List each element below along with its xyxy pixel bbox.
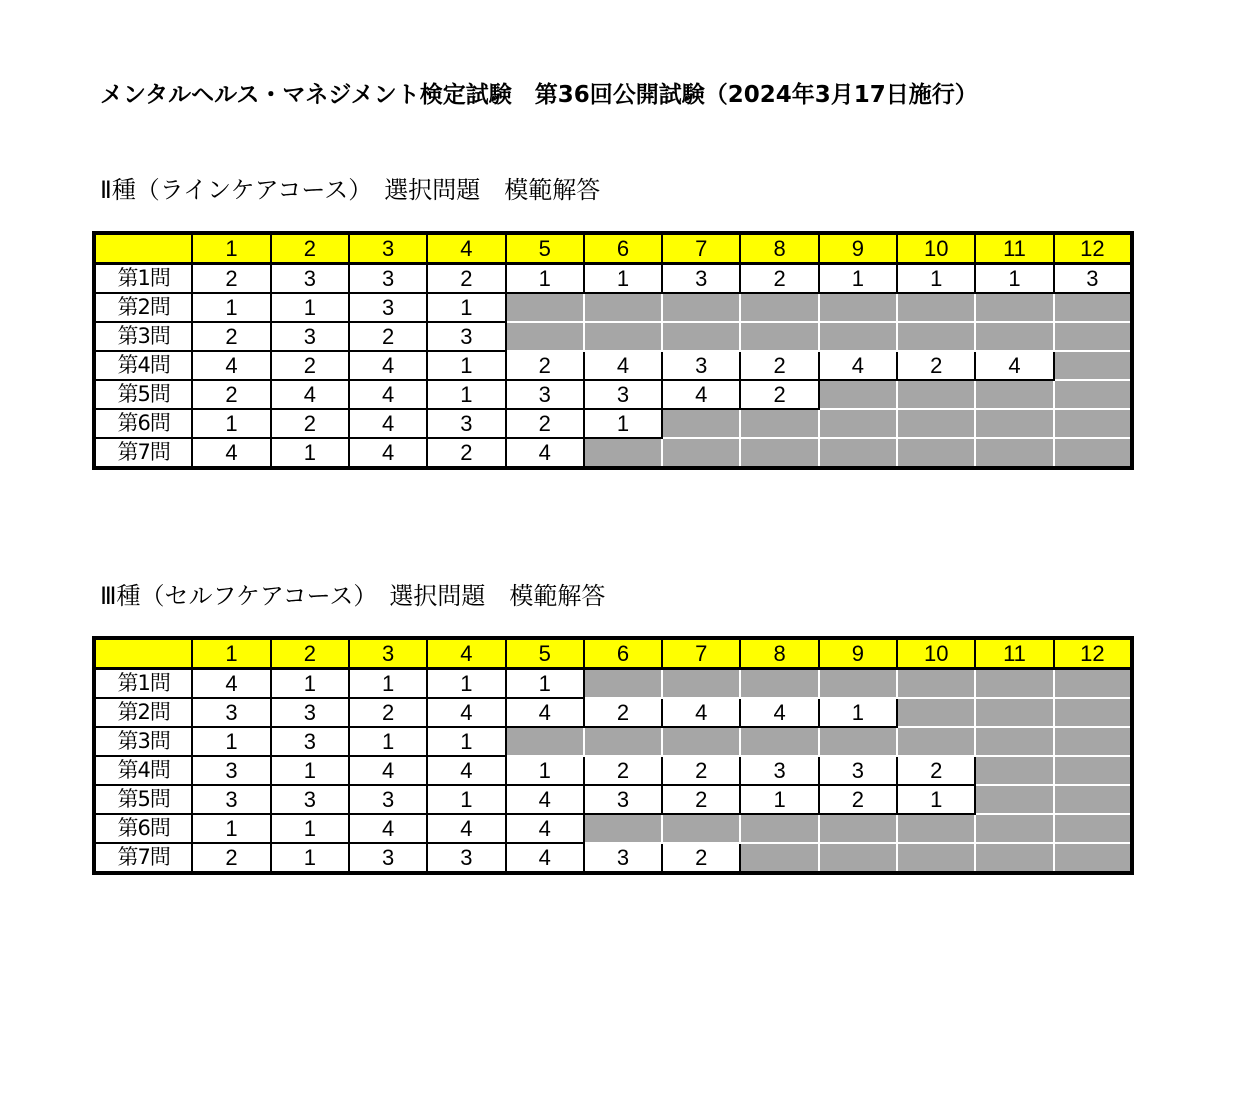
- blank-cell: [1054, 669, 1132, 699]
- table-row: [94, 438, 1132, 468]
- answer-cell: 4: [662, 380, 740, 409]
- answer-cell: 2: [192, 264, 270, 294]
- blank-cell: [897, 293, 975, 322]
- column-header-1: 1: [192, 233, 270, 264]
- answer-cell: 1: [271, 438, 349, 468]
- answer-cell: 2: [584, 698, 662, 727]
- answer-cell: 3: [506, 380, 584, 409]
- blank-cell: [819, 843, 897, 873]
- answer-cell: 1: [819, 264, 897, 294]
- blank-cell: [740, 814, 818, 843]
- blank-cell: [975, 322, 1053, 351]
- blank-cell: [662, 409, 740, 438]
- blank-cell: [975, 380, 1053, 409]
- answer-cell: 4: [349, 351, 427, 380]
- blank-cell: [819, 438, 897, 468]
- column-header-7: 7: [662, 233, 740, 264]
- answer-cell: 3: [349, 843, 427, 873]
- answer-cell: 4: [427, 698, 505, 727]
- table-row: [94, 727, 1132, 756]
- column-header-11: 11: [975, 233, 1053, 264]
- answer-cell: 4: [349, 380, 427, 409]
- answer-cell: 3: [192, 698, 270, 727]
- answer-cell: 2: [740, 264, 818, 294]
- answer-cell: 1: [897, 264, 975, 294]
- answer-cell: 2: [192, 380, 270, 409]
- blank-cell: [1054, 785, 1132, 814]
- blank-cell: [1054, 293, 1132, 322]
- answer-cell: 2: [897, 351, 975, 380]
- answer-cell: 4: [192, 669, 270, 699]
- answer-cell: 2: [662, 756, 740, 785]
- blank-cell: [584, 727, 662, 756]
- answer-cell: 3: [427, 322, 505, 351]
- document-title: メンタルヘルス・マネジメント検定試験 第36回公開試験（2024年3月17日施行）: [100, 82, 978, 108]
- answer-cell: 3: [740, 756, 818, 785]
- answer-cell: 4: [975, 351, 1053, 380]
- blank-cell: [975, 756, 1053, 785]
- answer-cell: 4: [506, 438, 584, 468]
- answer-cell: 1: [740, 785, 818, 814]
- answer-cell: 2: [192, 322, 270, 351]
- column-header-7: 7: [662, 638, 740, 669]
- table-row: [94, 322, 1132, 351]
- blank-cell: [819, 409, 897, 438]
- answer-cell: 3: [584, 380, 662, 409]
- table-row: [94, 698, 1132, 727]
- column-header-10: 10: [897, 233, 975, 264]
- blank-cell: [975, 438, 1053, 468]
- answer-cell: 4: [506, 785, 584, 814]
- blank-cell: [662, 438, 740, 468]
- answer-cell: 1: [427, 293, 505, 322]
- answer-cell: 3: [427, 409, 505, 438]
- answer-cell: 4: [192, 351, 270, 380]
- question-label: 第4問: [94, 756, 192, 785]
- blank-cell: [897, 409, 975, 438]
- blank-cell: [1054, 409, 1132, 438]
- blank-cell: [1054, 756, 1132, 785]
- answer-cell: 3: [427, 843, 505, 873]
- column-header-6: 6: [584, 638, 662, 669]
- table-row: [94, 293, 1132, 322]
- column-header-3: 3: [349, 638, 427, 669]
- answer-cell: 1: [427, 669, 505, 699]
- answer-cell: 3: [662, 351, 740, 380]
- blank-cell: [819, 380, 897, 409]
- blank-cell: [662, 814, 740, 843]
- answer-cell: 4: [506, 814, 584, 843]
- column-header-5: 5: [506, 233, 584, 264]
- table-row: [94, 380, 1132, 409]
- blank-cell: [740, 438, 818, 468]
- answer-cell: 2: [192, 843, 270, 873]
- column-header-1: 1: [192, 638, 270, 669]
- answer-cell: 1: [506, 669, 584, 699]
- blank-cell: [897, 727, 975, 756]
- blank-cell: [506, 293, 584, 322]
- answer-cell: 2: [506, 409, 584, 438]
- blank-cell: [662, 293, 740, 322]
- answer-cell: 3: [271, 698, 349, 727]
- answer-cell: 1: [427, 351, 505, 380]
- question-label: 第2問: [94, 293, 192, 322]
- blank-cell: [819, 814, 897, 843]
- answer-cell: 4: [584, 351, 662, 380]
- answer-cell: 3: [584, 843, 662, 873]
- column-header-4: 4: [427, 638, 505, 669]
- table-row: [94, 669, 1132, 699]
- blank-cell: [506, 322, 584, 351]
- answer-cell: 3: [271, 322, 349, 351]
- answer-cell: 3: [349, 785, 427, 814]
- answer-cell: 4: [349, 756, 427, 785]
- blank-cell: [584, 814, 662, 843]
- answer-cell: 4: [349, 409, 427, 438]
- question-label: 第1問: [94, 669, 192, 699]
- answer-cell: 3: [349, 264, 427, 294]
- answer-cell: 2: [271, 351, 349, 380]
- answer-cell: 1: [897, 785, 975, 814]
- blank-cell: [740, 669, 818, 699]
- table-row: [94, 814, 1132, 843]
- answer-cell: 4: [271, 380, 349, 409]
- question-label: 第3問: [94, 322, 192, 351]
- column-header-9: 9: [819, 233, 897, 264]
- table-row: [94, 843, 1132, 873]
- answer-cell: 4: [427, 756, 505, 785]
- blank-cell: [975, 409, 1053, 438]
- answer-cell: 1: [271, 814, 349, 843]
- answer-cell: 3: [1054, 264, 1132, 294]
- blank-cell: [819, 293, 897, 322]
- table-row: [94, 409, 1132, 438]
- answer-cell: 1: [819, 698, 897, 727]
- blank-cell: [740, 727, 818, 756]
- blank-cell: [819, 322, 897, 351]
- answer-cell: 2: [271, 409, 349, 438]
- column-header-3: 3: [349, 233, 427, 264]
- answer-cell: 3: [271, 264, 349, 294]
- blank-cell: [975, 785, 1053, 814]
- blank-cell: [506, 727, 584, 756]
- answer-cell: 3: [192, 785, 270, 814]
- answer-cell: 2: [349, 322, 427, 351]
- answer-cell: 4: [506, 698, 584, 727]
- blank-cell: [975, 669, 1053, 699]
- header-row: [94, 638, 1132, 669]
- header-row: [94, 233, 1132, 264]
- question-label: 第5問: [94, 785, 192, 814]
- column-header-2: 2: [271, 638, 349, 669]
- answer-cell: 1: [271, 756, 349, 785]
- answer-cell: 3: [192, 756, 270, 785]
- section-title-type2: Ⅱ種（ラインケアコース） 選択問題 模範解答: [100, 176, 601, 204]
- blank-cell: [740, 322, 818, 351]
- blank-cell: [897, 814, 975, 843]
- question-label: 第2問: [94, 698, 192, 727]
- column-header-6: 6: [584, 233, 662, 264]
- blank-cell: [819, 727, 897, 756]
- blank-cell: [975, 814, 1053, 843]
- answer-cell: 1: [271, 293, 349, 322]
- answer-cell: 2: [740, 380, 818, 409]
- column-header-9: 9: [819, 638, 897, 669]
- answer-cell: 2: [427, 264, 505, 294]
- column-header-8: 8: [740, 233, 818, 264]
- answer-cell: 2: [740, 351, 818, 380]
- answer-cell: 1: [584, 409, 662, 438]
- column-header-12: 12: [1054, 638, 1132, 669]
- answer-cell: 2: [819, 785, 897, 814]
- question-label: 第5問: [94, 380, 192, 409]
- answer-cell: 1: [506, 756, 584, 785]
- blank-cell: [740, 293, 818, 322]
- answer-cell: 1: [192, 814, 270, 843]
- blank-cell: [740, 409, 818, 438]
- answer-cell: 3: [584, 785, 662, 814]
- answer-cell: 1: [427, 785, 505, 814]
- answer-cell: 3: [271, 785, 349, 814]
- answer-cell: 1: [427, 380, 505, 409]
- answer-cell: 4: [349, 438, 427, 468]
- answer-cell: 4: [819, 351, 897, 380]
- blank-cell: [1054, 351, 1132, 380]
- blank-cell: [584, 293, 662, 322]
- answer-cell: 4: [740, 698, 818, 727]
- question-label: 第4問: [94, 351, 192, 380]
- blank-cell: [740, 843, 818, 873]
- blank-cell: [975, 293, 1053, 322]
- answer-cell: 2: [427, 438, 505, 468]
- column-header-2: 2: [271, 233, 349, 264]
- blank-cell: [662, 322, 740, 351]
- blank-cell: [897, 669, 975, 699]
- answer-table-type3: [92, 636, 1134, 875]
- blank-cell: [584, 669, 662, 699]
- blank-cell: [897, 843, 975, 873]
- answer-cell: 2: [584, 756, 662, 785]
- table-row: [94, 785, 1132, 814]
- blank-cell: [1054, 843, 1132, 873]
- answer-cell: 1: [506, 264, 584, 294]
- answer-cell: 2: [662, 843, 740, 873]
- blank-cell: [662, 669, 740, 699]
- blank-cell: [1054, 380, 1132, 409]
- answer-cell: 1: [427, 727, 505, 756]
- blank-cell: [897, 380, 975, 409]
- blank-cell: [662, 727, 740, 756]
- blank-cell: [1054, 814, 1132, 843]
- blank-cell: [975, 727, 1053, 756]
- answer-cell: 1: [584, 264, 662, 294]
- answer-cell: 1: [192, 409, 270, 438]
- answer-cell: 1: [349, 669, 427, 699]
- blank-cell: [584, 322, 662, 351]
- column-header-12: 12: [1054, 233, 1132, 264]
- answer-cell: 4: [349, 814, 427, 843]
- answer-cell: 4: [427, 814, 505, 843]
- blank-cell: [1054, 727, 1132, 756]
- answer-cell: 2: [662, 785, 740, 814]
- answer-cell: 3: [662, 264, 740, 294]
- question-label: 第6問: [94, 814, 192, 843]
- blank-cell: [897, 322, 975, 351]
- answer-cell: 3: [819, 756, 897, 785]
- question-label: 第3問: [94, 727, 192, 756]
- answer-cell: 1: [349, 727, 427, 756]
- question-label: 第6問: [94, 409, 192, 438]
- blank-cell: [584, 438, 662, 468]
- answer-table-type2: [92, 231, 1134, 470]
- answer-cell: 1: [271, 843, 349, 873]
- blank-cell: [1054, 322, 1132, 351]
- blank-cell: [897, 438, 975, 468]
- column-header-8: 8: [740, 638, 818, 669]
- blank-cell: [975, 698, 1053, 727]
- blank-cell: [1054, 698, 1132, 727]
- blank-cell: [1054, 438, 1132, 468]
- header-corner-cell: [94, 233, 192, 264]
- column-header-10: 10: [897, 638, 975, 669]
- answer-cell: 4: [506, 843, 584, 873]
- blank-cell: [897, 698, 975, 727]
- answer-cell: 1: [271, 669, 349, 699]
- column-header-11: 11: [975, 638, 1053, 669]
- question-label: 第1問: [94, 264, 192, 294]
- question-label: 第7問: [94, 843, 192, 873]
- column-header-5: 5: [506, 638, 584, 669]
- column-header-4: 4: [427, 233, 505, 264]
- table-row: [94, 351, 1132, 380]
- answer-cell: 1: [192, 293, 270, 322]
- answer-cell: 2: [506, 351, 584, 380]
- answer-cell: 1: [975, 264, 1053, 294]
- blank-cell: [819, 669, 897, 699]
- answer-cell: 2: [897, 756, 975, 785]
- table-row: [94, 756, 1132, 785]
- answer-cell: 1: [192, 727, 270, 756]
- answer-cell: 3: [271, 727, 349, 756]
- blank-cell: [975, 843, 1053, 873]
- table-row: [94, 264, 1132, 294]
- answer-cell: 4: [662, 698, 740, 727]
- header-corner-cell: [94, 638, 192, 669]
- section-title-type3: Ⅲ種（セルフケアコース） 選択問題 模範解答: [100, 582, 606, 610]
- question-label: 第7問: [94, 438, 192, 468]
- answer-cell: 2: [349, 698, 427, 727]
- answer-cell: 4: [192, 438, 270, 468]
- answer-cell: 3: [349, 293, 427, 322]
